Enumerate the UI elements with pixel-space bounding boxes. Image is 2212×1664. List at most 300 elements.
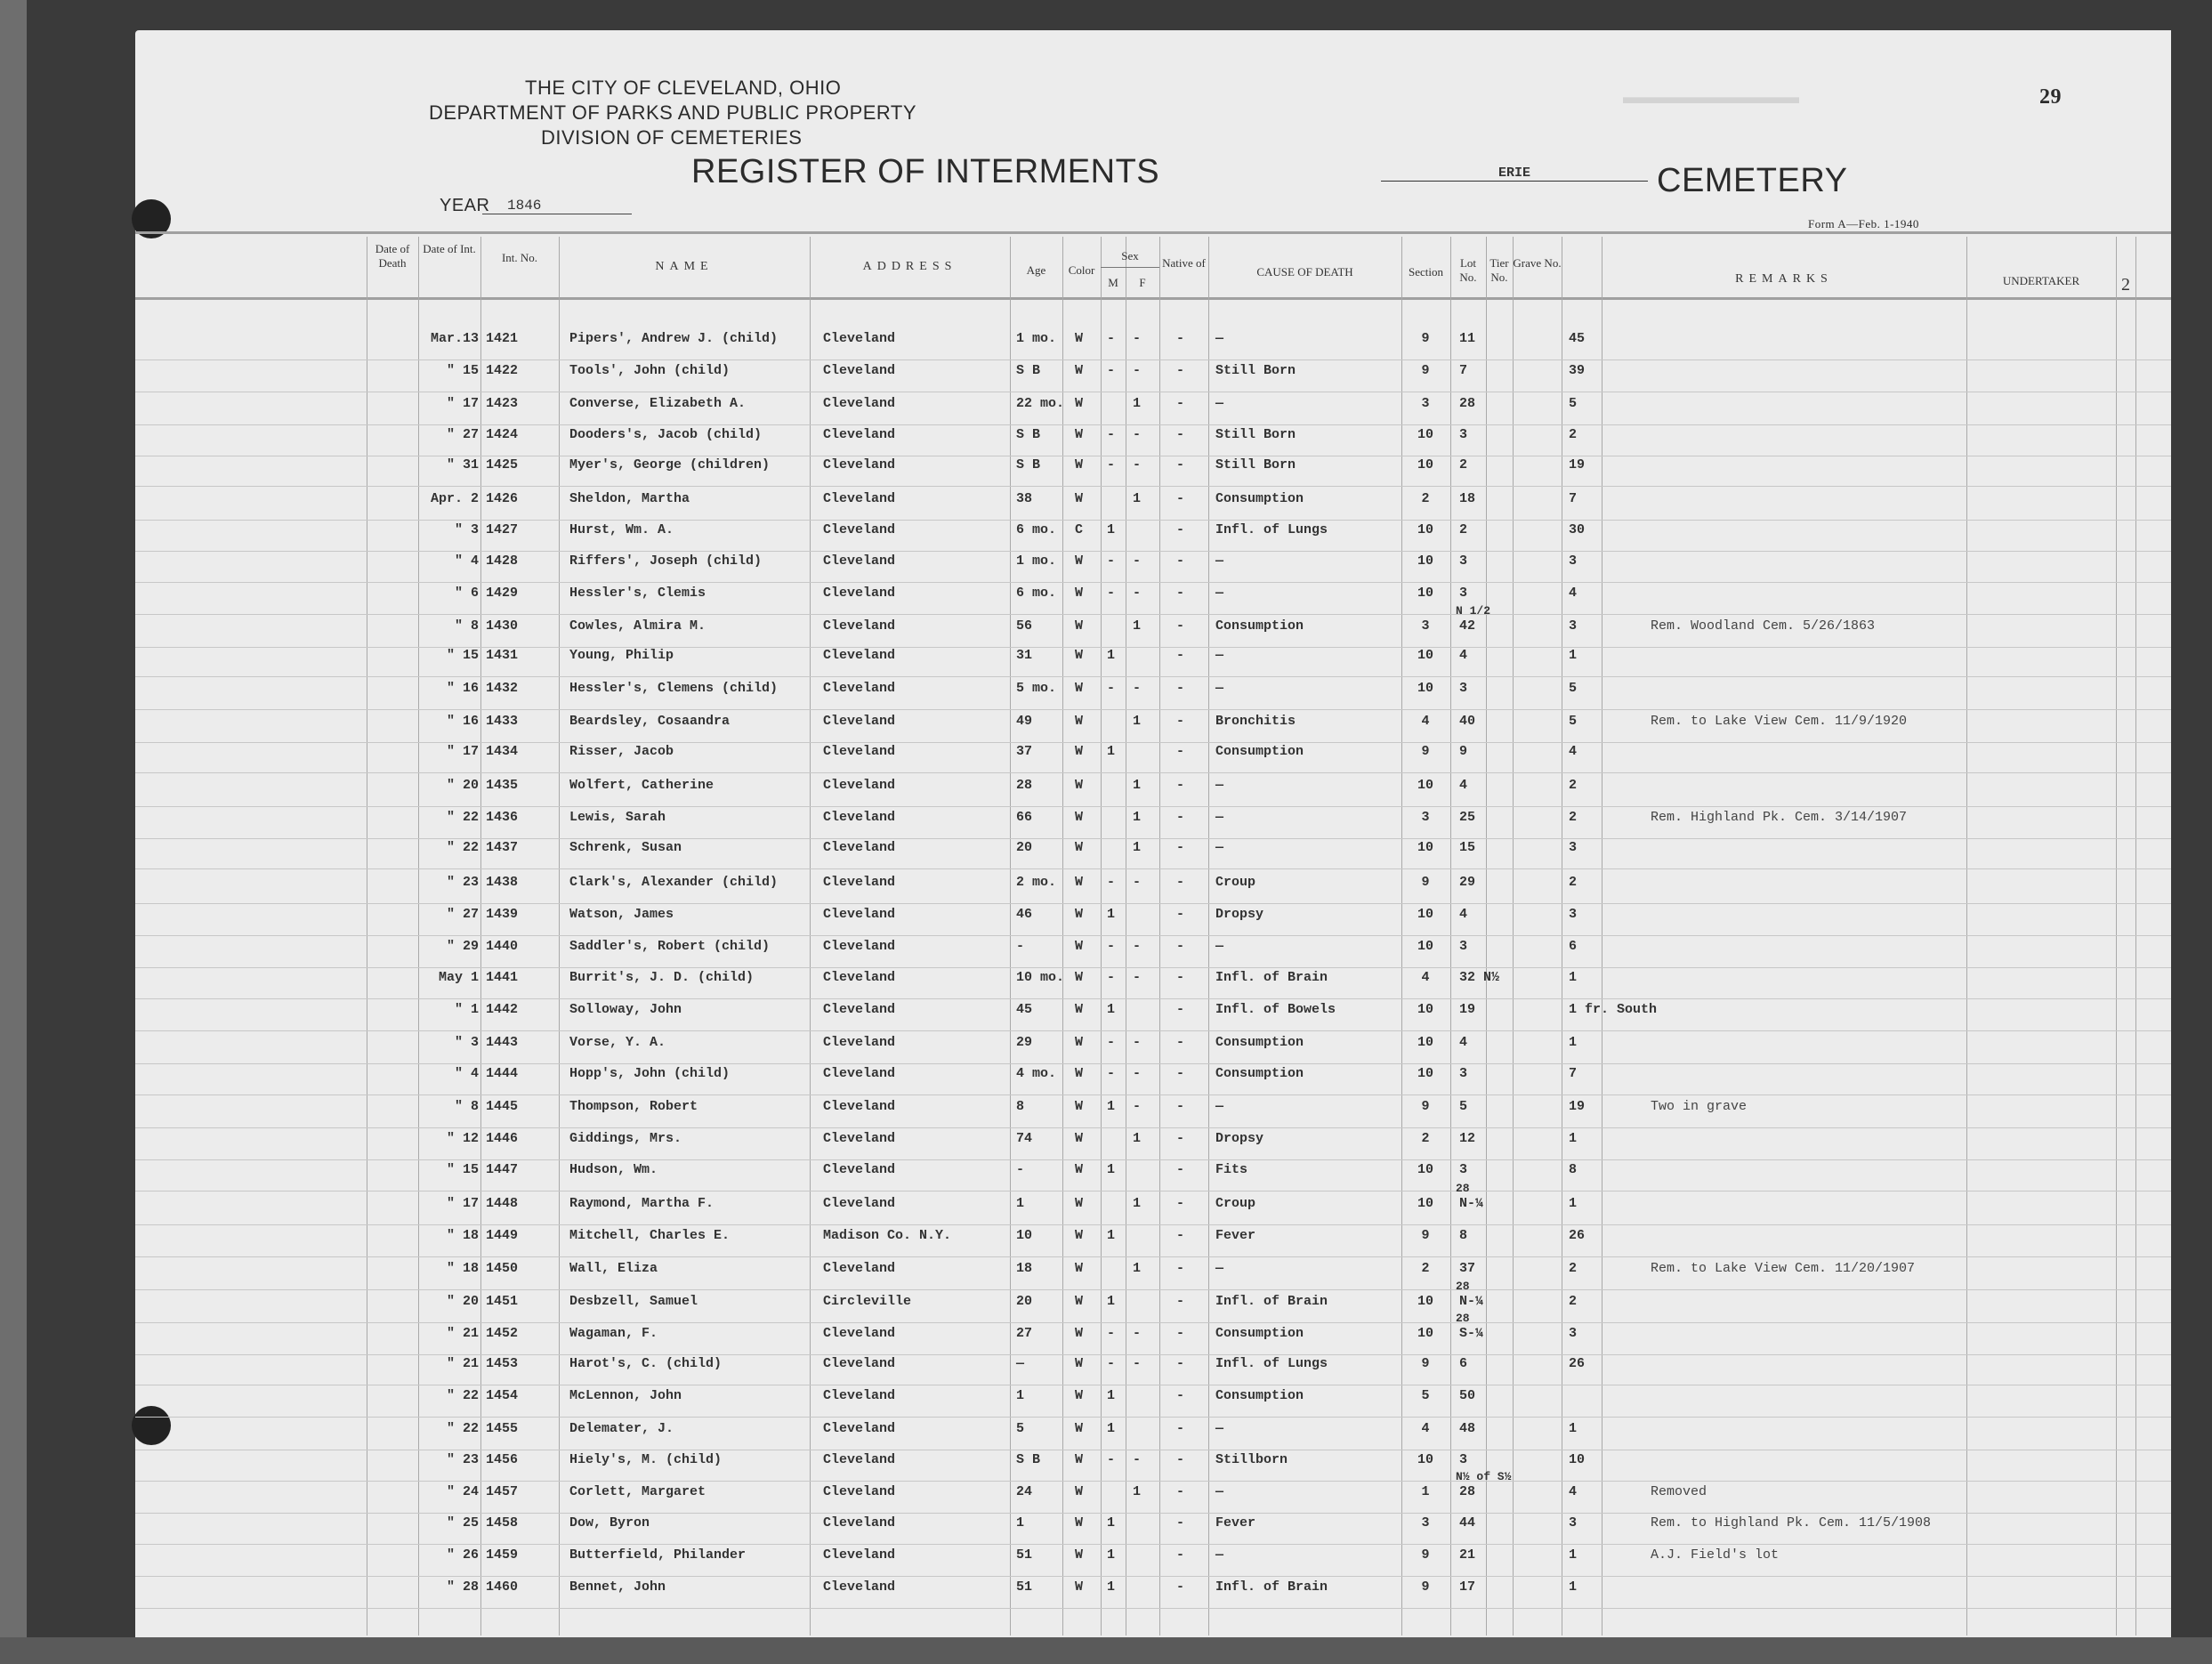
- row-grave-no: 7: [1569, 1066, 1578, 1081]
- row-age: 49: [1016, 714, 1033, 729]
- col-header-address: ADDRESS: [862, 260, 957, 273]
- row-grave-no: 4: [1569, 586, 1578, 601]
- row-lot-note: N 1/2: [1456, 604, 1491, 618]
- row-lot-no: 37: [1459, 1261, 1476, 1276]
- row-int-no: 1423: [486, 396, 519, 411]
- col-header-date-of-int: Date of Int.: [423, 242, 476, 255]
- row-date-of-int: " 15: [446, 1162, 479, 1177]
- binder-bottom-edge: [0, 1637, 2212, 1664]
- row-date-of-int: " 21: [446, 1326, 479, 1341]
- row-color: W: [1075, 1035, 1084, 1050]
- row-grave-no: 8: [1569, 1162, 1578, 1177]
- row-native-of: -: [1176, 681, 1185, 696]
- row-date-of-int: " 6: [454, 586, 479, 601]
- row-lot-no: 32 N½: [1459, 970, 1500, 985]
- row-address: Cleveland: [823, 1452, 896, 1467]
- row-int-no: 1433: [486, 714, 519, 729]
- row-color: W: [1075, 744, 1084, 759]
- row-int-no: 1447: [486, 1162, 519, 1177]
- row-lot-no: 2: [1459, 522, 1468, 537]
- row-grave-no: 1: [1569, 1035, 1578, 1050]
- row-native-of: -: [1176, 1099, 1185, 1114]
- row-int-no: 1424: [486, 427, 519, 442]
- row-section: 3: [1421, 1515, 1430, 1531]
- col-header-sex-m: M: [1108, 276, 1118, 289]
- row-native-of: -: [1176, 363, 1185, 378]
- row-section: 9: [1421, 1099, 1430, 1114]
- row-address: Cleveland: [823, 457, 896, 473]
- row-native-of: -: [1176, 970, 1185, 985]
- row-int-no: 1453: [486, 1356, 519, 1371]
- row-cause-of-death: —: [1215, 648, 1224, 663]
- side-mark: 2: [2121, 275, 2130, 295]
- row-grave-no: 3: [1569, 618, 1578, 634]
- row-name: Dooders's, Jacob (child): [569, 427, 763, 442]
- row-lot-note: N½ of S½: [1456, 1470, 1512, 1483]
- row-color: W: [1075, 1228, 1084, 1243]
- row-age: 1: [1016, 1388, 1025, 1403]
- row-rule: [135, 1063, 2171, 1064]
- row-color: W: [1075, 1099, 1084, 1114]
- row-age: 20: [1016, 840, 1033, 855]
- row-int-no: 1436: [486, 810, 519, 825]
- row-name: Watson, James: [569, 907, 674, 922]
- row-address: Cleveland: [823, 1261, 896, 1276]
- row-int-no: 1454: [486, 1388, 519, 1403]
- row-sex-f: -: [1133, 586, 1142, 601]
- row-name: Dow, Byron: [569, 1515, 650, 1531]
- column-divider: [1101, 237, 1102, 1636]
- row-name: Lewis, Sarah: [569, 810, 666, 825]
- row-cause-of-death: —: [1215, 778, 1224, 793]
- row-cause-of-death: Consumption: [1215, 1326, 1304, 1341]
- row-address: Cleveland: [823, 1162, 896, 1177]
- row-name: Risser, Jacob: [569, 744, 674, 759]
- row-section: 10: [1417, 586, 1433, 601]
- row-sex-m: 1: [1107, 1162, 1116, 1177]
- row-rule: [135, 1030, 2171, 1031]
- row-address: Cleveland: [823, 491, 896, 506]
- table-top-rule: [135, 231, 2171, 234]
- row-grave-no: 2: [1569, 427, 1578, 442]
- row-native-of: -: [1176, 396, 1185, 411]
- row-age: 18: [1016, 1261, 1033, 1276]
- row-section: 5: [1421, 1388, 1430, 1403]
- row-lot-no: 4: [1459, 907, 1468, 922]
- row-address: Cleveland: [823, 1356, 896, 1371]
- row-address: Cleveland: [823, 553, 896, 569]
- row-name: Mitchell, Charles E.: [569, 1228, 731, 1243]
- row-lot-no: 17: [1459, 1579, 1476, 1595]
- row-grave-no: 39: [1569, 363, 1586, 378]
- row-section: 10: [1417, 1162, 1433, 1177]
- row-date-of-int: " 8: [454, 1099, 479, 1114]
- row-address: Cleveland: [823, 648, 896, 663]
- year-value: 1846: [482, 198, 632, 214]
- row-sex-m: 1: [1107, 1421, 1116, 1436]
- row-name: Hessler's, Clemis: [569, 586, 706, 601]
- row-sex-f: -: [1133, 457, 1142, 473]
- row-sex-m: -: [1107, 553, 1116, 569]
- row-color: W: [1075, 1421, 1084, 1436]
- row-sex-f: -: [1133, 363, 1142, 378]
- row-sex-f: -: [1133, 1035, 1142, 1050]
- row-int-no: 1457: [486, 1484, 519, 1499]
- col-header-native-of: Native of: [1162, 256, 1206, 270]
- row-section: 10: [1417, 907, 1433, 922]
- row-address: Madison Co. N.Y.: [823, 1228, 952, 1243]
- row-section: 10: [1417, 778, 1433, 793]
- row-age: 8: [1016, 1099, 1025, 1114]
- row-name: Myer's, George (children): [569, 457, 771, 473]
- year-label: YEAR: [440, 196, 490, 215]
- row-cause-of-death: Croup: [1215, 1196, 1256, 1211]
- row-native-of: -: [1176, 1131, 1185, 1146]
- row-section: 10: [1417, 522, 1433, 537]
- row-address: Cleveland: [823, 363, 896, 378]
- row-lot-no: 8: [1459, 1228, 1468, 1243]
- bleed-through-decoration: ▬▬▬▬▬▬▬▬▬: [1623, 85, 1799, 108]
- row-address: Cleveland: [823, 618, 896, 634]
- column-divider: [2135, 237, 2136, 1636]
- row-sex-f: -: [1133, 939, 1142, 954]
- row-int-no: 1458: [486, 1515, 519, 1531]
- row-grave-no: 5: [1569, 681, 1578, 696]
- row-cause-of-death: Stillborn: [1215, 1452, 1288, 1467]
- row-lot-no: 21: [1459, 1547, 1476, 1563]
- row-grave-no: 1: [1569, 1196, 1578, 1211]
- row-grave-no: 19: [1569, 457, 1586, 473]
- row-sex-m: -: [1107, 1326, 1116, 1341]
- row-section: 9: [1421, 744, 1430, 759]
- row-date-of-int: " 24: [446, 1484, 479, 1499]
- row-name: Thompson, Robert: [569, 1099, 698, 1114]
- row-color: W: [1075, 1388, 1084, 1403]
- row-sex-f: -: [1133, 427, 1142, 442]
- row-address: Cleveland: [823, 1515, 896, 1531]
- row-section: 4: [1421, 714, 1430, 729]
- row-lot-no: 28: [1459, 1484, 1476, 1499]
- row-color: W: [1075, 810, 1084, 825]
- row-date-of-int: May 1: [438, 970, 479, 985]
- row-age: S B: [1016, 427, 1041, 442]
- row-sex-f: -: [1133, 970, 1142, 985]
- row-grave-no: 1: [1569, 1421, 1578, 1436]
- row-rule: [135, 1322, 2171, 1323]
- row-cause-of-death: Infl. of Lungs: [1215, 1356, 1328, 1371]
- row-color: W: [1075, 648, 1084, 663]
- row-address: Cleveland: [823, 939, 896, 954]
- row-age: 2 mo.: [1016, 875, 1057, 890]
- row-date-of-int: " 27: [446, 907, 479, 922]
- row-age: 1 mo.: [1016, 331, 1057, 346]
- row-address: Cleveland: [823, 331, 896, 346]
- row-lot-no: 44: [1459, 1515, 1476, 1531]
- row-address: Cleveland: [823, 1326, 896, 1341]
- row-lot-no: 6: [1459, 1356, 1468, 1371]
- row-lot-no: 42: [1459, 618, 1476, 634]
- row-age: 5: [1016, 1421, 1025, 1436]
- row-native-of: -: [1176, 648, 1185, 663]
- row-rule: [135, 806, 2171, 807]
- row-section: 4: [1421, 970, 1430, 985]
- row-native-of: -: [1176, 1515, 1185, 1531]
- row-age: 6 mo.: [1016, 586, 1057, 601]
- row-color: W: [1075, 457, 1084, 473]
- row-sex-f: 1: [1133, 1484, 1142, 1499]
- row-color: W: [1075, 1452, 1084, 1467]
- row-age: 6 mo.: [1016, 522, 1057, 537]
- row-rule: [135, 1224, 2171, 1225]
- row-cause-of-death: —: [1215, 810, 1224, 825]
- row-color: W: [1075, 1484, 1084, 1499]
- row-grave-no: 3: [1569, 907, 1578, 922]
- row-int-no: 1426: [486, 491, 519, 506]
- row-age: 56: [1016, 618, 1033, 634]
- row-cause-of-death: —: [1215, 939, 1224, 954]
- row-date-of-int: " 15: [446, 648, 479, 663]
- row-color: W: [1075, 618, 1084, 634]
- row-name: Desbzell, Samuel: [569, 1294, 698, 1309]
- row-lot-no: 3: [1459, 681, 1468, 696]
- row-lot-no: N-¼: [1459, 1294, 1484, 1309]
- row-lot-no: 25: [1459, 810, 1476, 825]
- row-name: Corlett, Margaret: [569, 1484, 706, 1499]
- row-grave-no: 1: [1569, 1547, 1578, 1563]
- row-section: 10: [1417, 648, 1433, 663]
- row-name: McLennon, John: [569, 1388, 682, 1403]
- row-age: 10 mo.: [1016, 970, 1065, 985]
- row-color: W: [1075, 1294, 1084, 1309]
- row-date-of-int: " 26: [446, 1547, 479, 1563]
- row-address: Cleveland: [823, 970, 896, 985]
- row-grave-no: 1 fr. South: [1569, 1002, 1658, 1017]
- row-address: Cleveland: [823, 1131, 896, 1146]
- column-divider: [1159, 237, 1160, 1636]
- row-color: W: [1075, 875, 1084, 890]
- row-cause-of-death: Consumption: [1215, 1066, 1304, 1081]
- row-grave-no: 1: [1569, 970, 1578, 985]
- row-name: Solloway, John: [569, 1002, 682, 1017]
- row-date-of-int: " 4: [454, 553, 479, 569]
- row-name: Hudson, Wm.: [569, 1162, 658, 1177]
- row-age: S B: [1016, 1452, 1041, 1467]
- row-name: Delemater, J.: [569, 1421, 674, 1436]
- row-int-no: 1445: [486, 1099, 519, 1114]
- row-rule: [135, 1127, 2171, 1128]
- row-name: Beardsley, Cosaandra: [569, 714, 731, 729]
- row-address: Cleveland: [823, 1421, 896, 1436]
- row-lot-no: 11: [1459, 331, 1476, 346]
- header-department: DEPARTMENT OF PARKS AND PUBLIC PROPERTY: [429, 101, 917, 124]
- row-age: 24: [1016, 1484, 1033, 1499]
- row-address: Cleveland: [823, 744, 896, 759]
- row-native-of: -: [1176, 778, 1185, 793]
- row-cause-of-death: Infl. of Brain: [1215, 1579, 1328, 1595]
- row-cause-of-death: —: [1215, 1484, 1224, 1499]
- row-rule: [135, 709, 2171, 710]
- header-bottom-rule: [135, 297, 2171, 300]
- row-native-of: -: [1176, 1356, 1185, 1371]
- row-native-of: -: [1176, 840, 1185, 855]
- row-cause-of-death: —: [1215, 1547, 1224, 1563]
- row-int-no: 1428: [486, 553, 519, 569]
- row-name: Schrenk, Susan: [569, 840, 682, 855]
- row-int-no: 1444: [486, 1066, 519, 1081]
- row-cause-of-death: Dropsy: [1215, 907, 1264, 922]
- row-section: 10: [1417, 1066, 1433, 1081]
- row-age: 22 mo.: [1016, 396, 1065, 411]
- row-date-of-int: Apr. 2: [430, 491, 479, 506]
- row-lot-no: 28: [1459, 396, 1476, 411]
- row-native-of: -: [1176, 1579, 1185, 1595]
- col-header-grave-no: Grave No.: [1513, 256, 1562, 270]
- row-grave-no: 1: [1569, 648, 1578, 663]
- row-address: Cleveland: [823, 1388, 896, 1403]
- row-section: 9: [1421, 1228, 1430, 1243]
- col-header-remarks: REMARKS: [1735, 272, 1833, 286]
- row-lot-no: 9: [1459, 744, 1468, 759]
- row-remarks: Rem. to Highland Pk. Cem. 11/5/1908: [1651, 1515, 1932, 1531]
- row-lot-no: 3: [1459, 1066, 1468, 1081]
- row-name: Harot's, C. (child): [569, 1356, 723, 1371]
- row-int-no: 1448: [486, 1196, 519, 1211]
- column-divider: [1486, 237, 1487, 1636]
- col-header-int-no: Int. No.: [501, 251, 538, 264]
- row-int-no: 1456: [486, 1452, 519, 1467]
- row-native-of: -: [1176, 1066, 1185, 1081]
- row-color: W: [1075, 1131, 1084, 1146]
- row-color: W: [1075, 396, 1084, 411]
- row-age: 4 mo.: [1016, 1066, 1057, 1081]
- row-address: Cleveland: [823, 1196, 896, 1211]
- column-divider: [1062, 237, 1063, 1636]
- row-grave-no: 4: [1569, 744, 1578, 759]
- row-rule: [135, 359, 2171, 360]
- col-header-sex-f: F: [1139, 276, 1146, 289]
- row-grave-no: 3: [1569, 553, 1578, 569]
- row-date-of-int: " 17: [446, 396, 479, 411]
- row-int-no: 1430: [486, 618, 519, 634]
- column-divider: [810, 237, 811, 1636]
- row-section: 2: [1421, 491, 1430, 506]
- row-sex-m: -: [1107, 1452, 1116, 1467]
- row-rule: [135, 1417, 2171, 1418]
- row-section: 10: [1417, 1196, 1433, 1211]
- row-sex-m: 1: [1107, 1388, 1116, 1403]
- row-lot-no: 7: [1459, 363, 1468, 378]
- row-rule: [135, 1289, 2171, 1290]
- row-sex-f: 1: [1133, 840, 1142, 855]
- row-age: 66: [1016, 810, 1033, 825]
- row-cause-of-death: Consumption: [1215, 1035, 1304, 1050]
- row-int-no: 1422: [486, 363, 519, 378]
- col-header-date-of-death: Date of Death: [375, 242, 410, 270]
- column-divider: [2116, 237, 2117, 1636]
- row-name: Clark's, Alexander (child): [569, 875, 779, 890]
- row-cause-of-death: Fits: [1215, 1162, 1248, 1177]
- row-remarks: Rem. Highland Pk. Cem. 3/14/1907: [1651, 810, 1908, 825]
- row-int-no: 1441: [486, 970, 519, 985]
- row-native-of: -: [1176, 457, 1185, 473]
- header-city: THE CITY OF CLEVELAND, OHIO: [525, 77, 842, 99]
- row-int-no: 1452: [486, 1326, 519, 1341]
- row-rule: [135, 582, 2171, 583]
- row-native-of: -: [1176, 1452, 1185, 1467]
- row-rule: [135, 1513, 2171, 1514]
- row-color: W: [1075, 1547, 1084, 1563]
- row-int-no: 1440: [486, 939, 519, 954]
- row-date-of-int: " 22: [446, 1388, 479, 1403]
- register-table: [135, 30, 2171, 1637]
- row-lot-no: 3: [1459, 1162, 1468, 1177]
- row-lot-no: 4: [1459, 648, 1468, 663]
- row-rule: [135, 676, 2171, 677]
- row-sex-m: -: [1107, 970, 1116, 985]
- row-native-of: -: [1176, 907, 1185, 922]
- row-cause-of-death: Infl. of Lungs: [1215, 522, 1328, 537]
- row-grave-no: 3: [1569, 1515, 1578, 1531]
- row-cause-of-death: —: [1215, 396, 1224, 411]
- row-sex-f: -: [1133, 331, 1142, 346]
- row-sex-f: 1: [1133, 1261, 1142, 1276]
- row-sex-m: -: [1107, 457, 1116, 473]
- row-native-of: -: [1176, 553, 1185, 569]
- row-color: C: [1075, 522, 1084, 537]
- row-address: Cleveland: [823, 875, 896, 890]
- row-date-of-int: " 12: [446, 1131, 479, 1146]
- row-section: 9: [1421, 1547, 1430, 1563]
- row-sex-m: 1: [1107, 907, 1116, 922]
- row-rule: [135, 998, 2171, 999]
- row-sex-f: 1: [1133, 1131, 1142, 1146]
- row-native-of: -: [1176, 522, 1185, 537]
- row-color: W: [1075, 586, 1084, 601]
- row-date-of-int: " 15: [446, 363, 479, 378]
- row-color: W: [1075, 1515, 1084, 1531]
- row-age: 46: [1016, 907, 1033, 922]
- row-section: 4: [1421, 1421, 1430, 1436]
- row-grave-no: 3: [1569, 840, 1578, 855]
- row-age: 45: [1016, 1002, 1033, 1017]
- row-remarks: Rem. Woodland Cem. 5/26/1863: [1651, 618, 1876, 634]
- row-lot-no: 3: [1459, 939, 1468, 954]
- row-cause-of-death: Consumption: [1215, 744, 1304, 759]
- row-color: W: [1075, 840, 1084, 855]
- row-color: W: [1075, 681, 1084, 696]
- row-sex-m: -: [1107, 331, 1116, 346]
- row-name: Hurst, Wm. A.: [569, 522, 674, 537]
- row-grave-no: 30: [1569, 522, 1586, 537]
- row-rule: [135, 551, 2171, 552]
- row-rule: [135, 614, 2171, 615]
- row-section: 9: [1421, 1356, 1430, 1371]
- row-cause-of-death: Still Born: [1215, 427, 1296, 442]
- row-native-of: -: [1176, 1196, 1185, 1211]
- row-cause-of-death: —: [1215, 553, 1224, 569]
- row-lot-no: N-¼: [1459, 1196, 1484, 1211]
- row-date-of-int: " 23: [446, 875, 479, 890]
- row-int-no: 1451: [486, 1294, 519, 1309]
- row-name: Vorse, Y. A.: [569, 1035, 666, 1050]
- row-name: Hopp's, John (child): [569, 1066, 731, 1081]
- row-date-of-int: " 31: [446, 457, 479, 473]
- page-number: 29: [2039, 85, 2062, 109]
- row-date-of-int: " 3: [454, 522, 479, 537]
- row-age: -: [1016, 939, 1025, 954]
- row-color: W: [1075, 1356, 1084, 1371]
- row-date-of-int: " 22: [446, 810, 479, 825]
